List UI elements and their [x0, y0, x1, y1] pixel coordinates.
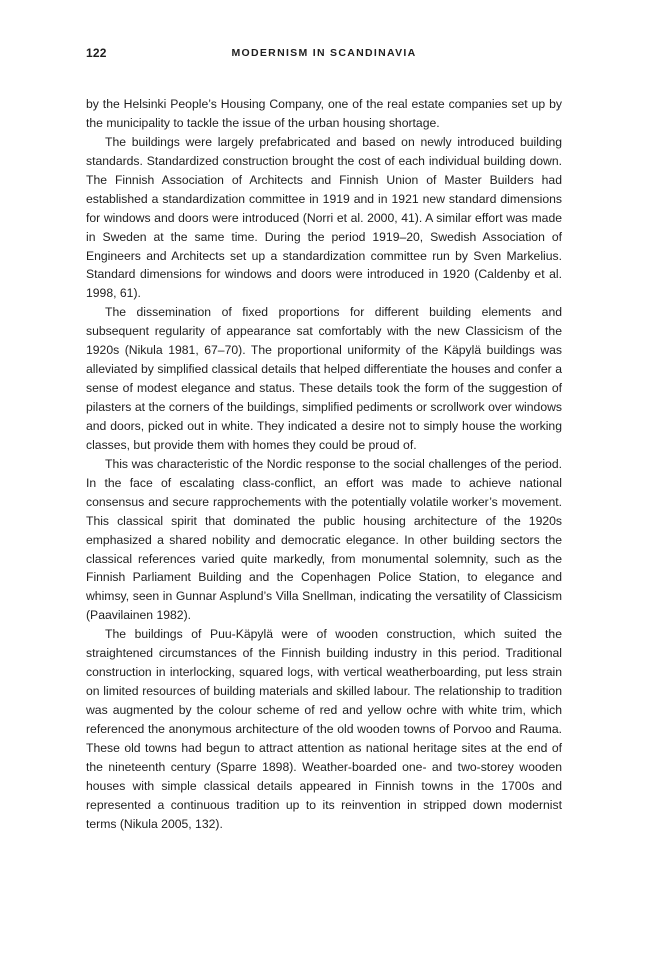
- page-number: 122: [86, 46, 107, 60]
- paragraph-proportions: The dissemination of fixed proportions for different building elements and subsequent regularity of appearance sat comfortably with the new Classicism of the 1920s (Nikula 1981, 67–70). The proportional uniformity of the Käpylä buildings was alleviated by simplified classical details that helped differentiate the houses and confer a sense of modest elegance and status. These details took the form of the suggestion of pilasters at the corners of the buildings, simplified pediments or scrollwork over windows and doors, picked out in white. They indicated a desire not to simply house the working classes, but provide them with homes they could be proud of.: [86, 305, 562, 452]
- paragraph-continued: by the Helsinki People’s Housing Company, one of the real estate companies set up by the municipality to tackle the issue of the urban housing shortage.: [86, 97, 562, 130]
- running-head: [86, 46, 562, 62]
- paragraph-nordic-response: This was characteristic of the Nordic response to the social challenges of the period. In the face of escalating class-conflict, an effort was made to achieve national consensus and secure rapprochements with the potentially volatile worker’s movement. This classical spirit that dominated the public housing architecture of the 1920s emphasized a shared nobility and democratic elegance. In other building sectors the classical references varied quite markedly, from monumental solemnity, such as the Finnish Parliament Building and the Copenhagen Police Station, to elegance and whimsy, seen in Gunnar Asplund’s Villa Snellman, indicating the versatility of Classicism (Paavilainen 1982).: [86, 456, 562, 623]
- paragraph-wooden-construction: The buildings of Puu-Käpylä were of wooden construction, which suited the straightened circumstances of the Finnish building industry in this period. Traditional construction in interlocking, squared logs, with vertical weatherboarding, put less strain on limited resources of building materials and skilled labour. The relationship to tradition was augmented by the colour scheme of red and yellow ochre with white trim, which referenced the anonymous architecture of the old wooden towns of Porvoo and Rauma. These old towns had begun to attract attention as national heritage sites at the end of the nineteenth century (Sparre 1898). Weather-boarded one- and two-storey wooden houses with simple classical details appeared in Finnish towns in the 1700s and represented a continuous tradition up to its reinvention in stripped down modernist terms (Nikula 2005, 132).: [86, 627, 562, 831]
- paragraph-standardization: The buildings were largely prefabricated and based on newly introduced building standards. Standardized construction brought the cost of each individual building down. The Finnish Association of Architects and Finnish Union of Master Builders had established a standardization committee in 1919 and in 1921 new standard dimensions for windows and doors were introduced (Norri et al. 2000, 41). A similar effort was made in Sweden at the same time. During the period 1919–20, Swedish Association of Engineers and Architects set up a standardization committee run by Sven Markelius. Standard dimensions for windows and doors were introduced in 1920 (Caldenby et al. 1998, 61).: [86, 134, 562, 301]
- body-text: [86, 95, 562, 834]
- running-title: MODERNISM IN SCANDINAVIA: [231, 47, 417, 59]
